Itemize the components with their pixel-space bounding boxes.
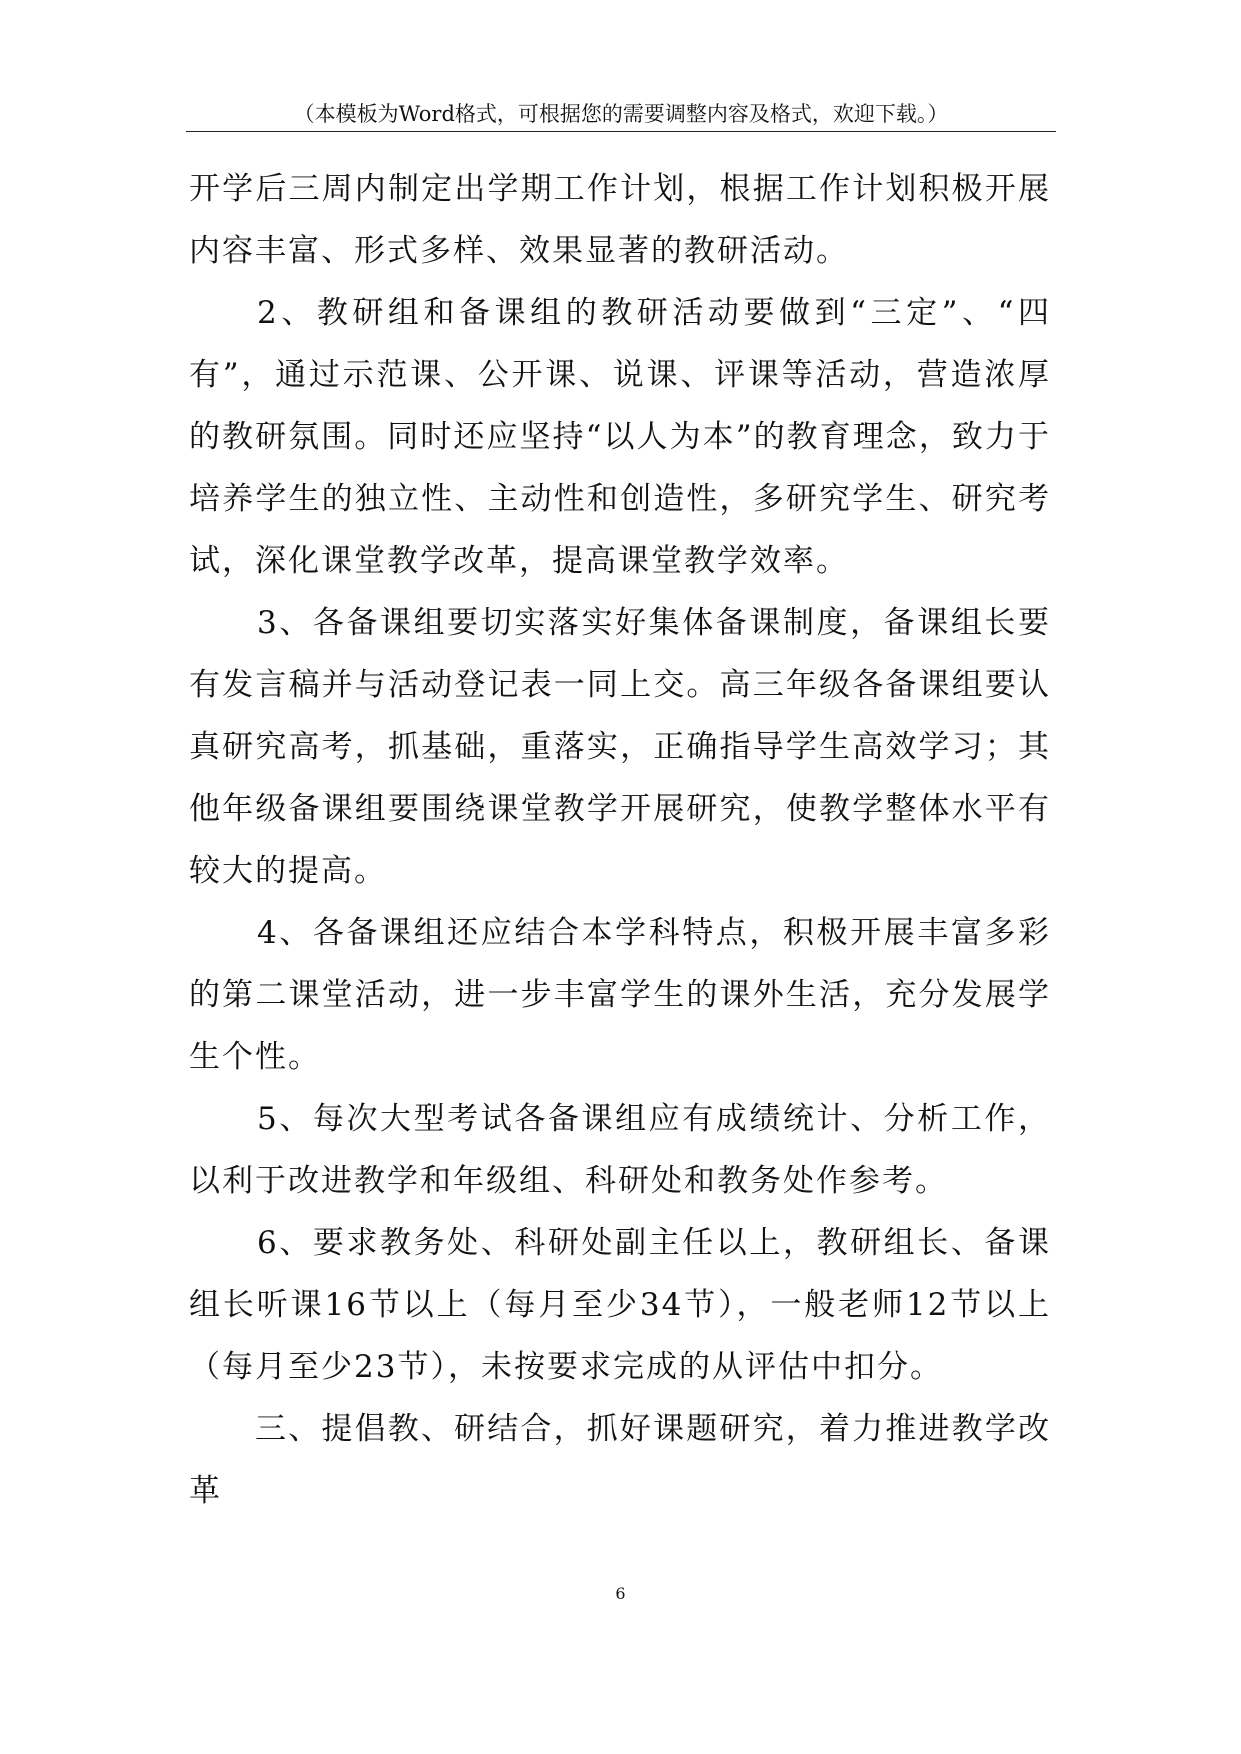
paragraph-item-6: 6、要求教务处、科研处副主任以上，教研组长、备课组长听课16节以上（每月至少34节），一般老师12节以上（每月至少23节），未按要求完成的从评估中扣分。 — [189, 1225, 1051, 1385]
section-heading-3: 三、提倡教、研结合，抓好课题研究，着力推进教学改革 — [189, 1411, 1051, 1509]
paragraph-item-5: 5、每次大型考试各备课组应有成绩统计、分析工作，以利于改进教学和年级组、科研处和教务处作参考。 — [189, 1101, 1051, 1199]
template-notice-header: （本模板为Word格式，可根据您的需要调整内容及格式，欢迎下载。） — [293, 102, 949, 126]
document-body — [189, 158, 1051, 1522]
paragraph-item-3: 3、各备课组要切实落实好集体备课制度，备课组长要有发言稿并与活动登记表一同上交。高三年级各备课组要认真研究高考，抓基础，重落实，正确指导学生高效学习；其他年级备课组要围绕课堂教学开展研究，使教学整体水平有较大的提高。 — [189, 605, 1051, 889]
paragraph-item-4: 4、各备课组还应结合本学科特点，积极开展丰富多彩的第二课堂活动，进一步丰富学生的课外生活，充分发展学生个性。 — [189, 915, 1051, 1075]
header-divider — [186, 131, 1056, 132]
paragraph-item-2: 2、教研组和备课组的教研活动要做到“三定”、“四有”，通过示范课、公开课、说课、评课等活动，营造浓厚的教研氛围。同时还应坚持“以人为本”的教育理念，致力于培养学生的独立性、主动性和创造性，多研究学生、研究考试，深化课堂教学改革，提高课堂教学效率。 — [189, 295, 1051, 579]
paragraph-continuation: 开学后三周内制定出学期工作计划，根据工作计划积极开展内容丰富、形式多样、效果显著的教研活动。 — [189, 171, 1051, 269]
page-number: 6 — [615, 1584, 626, 1603]
